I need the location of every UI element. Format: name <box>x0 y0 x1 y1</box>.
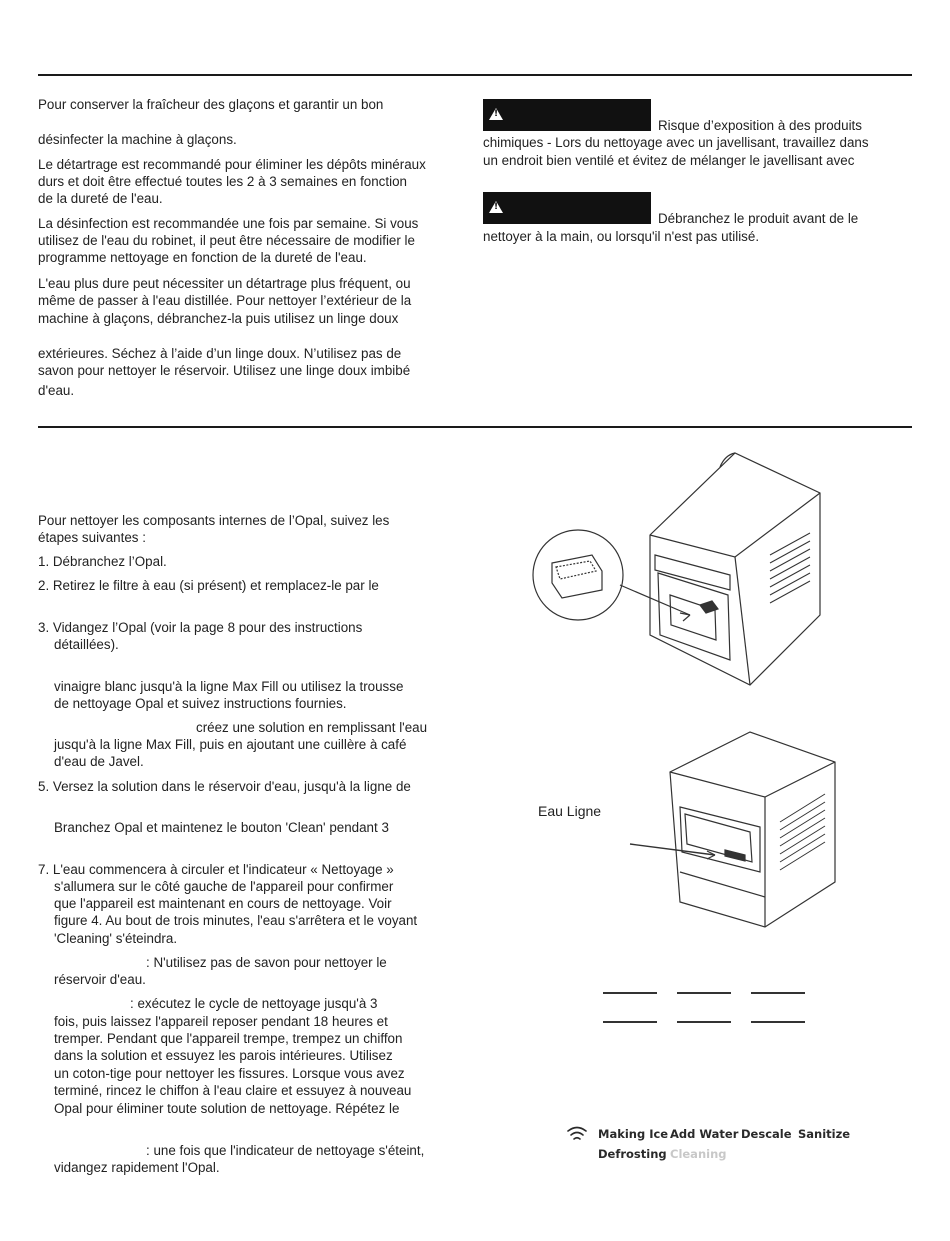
cleaning-step1: 1. Débranchez l’Opal. <box>38 554 167 569</box>
cleaning-step3-line1: 3. Vidangez l’Opal (voir la page 8 pour des instructions <box>38 620 363 635</box>
maintenance-p3-line2: utilisez de l'eau du robinet, il peut être nécessaire de modifier le <box>38 233 415 248</box>
note3-line1: : une fois que l'indicateur de nettoyage s'éteint, <box>146 1143 425 1158</box>
panel-cleaning: Cleaning <box>670 1147 727 1161</box>
cleaning-step6: Branchez Opal et maintenez le bouton 'Clean' pendant 3 <box>54 820 389 835</box>
cleaning-step4-line2: de nettoyage Opal et suivez instructions fournies. <box>54 696 347 711</box>
blank-line <box>677 992 731 994</box>
cleaning-step5: 5. Versez la solution dans le réservoir d'eau, jusqu'à la ligne de <box>38 779 411 794</box>
ice-maker-water-line-illustration <box>600 722 850 932</box>
blank-line <box>751 992 805 994</box>
cleaning-step4-line1: vinaigre blanc jusqu'à la ligne Max Fill ou utilisez la trousse <box>54 679 404 694</box>
warning-label-1 <box>483 99 651 131</box>
maintenance-p3-line1: La désinfection est recommandée une fois par semaine. Si vous <box>38 216 419 231</box>
note2-line1: : exécutez le cycle de nettoyage jusqu'à 3 <box>130 996 378 1011</box>
warning-2-line1: Débranchez le produit avant de le <box>658 211 859 226</box>
warning-2-line2: nettoyer à la main, ou lorsqu'il n'est pas utilisé. <box>483 229 760 244</box>
warning-1-line3: un endroit bien ventilé et évitez de mélanger le javellisant avec <box>483 153 855 168</box>
blank-line <box>751 1021 805 1023</box>
note2-line4: dans la solution et essuyez les parois intérieures. Utilisez <box>54 1048 393 1063</box>
panel-defrosting: Defrosting <box>598 1147 667 1161</box>
ice-maker-filter-illustration <box>530 445 830 695</box>
maintenance-p5-line3: d'eau. <box>38 383 75 398</box>
panel-sanitize: Sanitize <box>798 1127 851 1141</box>
section-rule-middle <box>38 426 912 428</box>
maintenance-p5-line2: savon pour nettoyer le réservoir. Utilisez une linge doux imbibé <box>38 363 411 378</box>
maintenance-p2-line3: de la dureté de l'eau. <box>38 191 163 206</box>
note1-line1: : N'utilisez pas de savon pour nettoyer le <box>146 955 387 970</box>
warning-1-line2: chimiques - Lors du nettoyage avec un javellisant, travaillez dans <box>483 135 869 150</box>
note2-line2: fois, puis laissez l'appareil reposer pendant 18 heures et <box>54 1014 388 1029</box>
maintenance-p4-line3: machine à glaçons, débranchez-la puis utilisez un linge doux <box>38 311 399 326</box>
cleaning-step4b-line3: d'eau de Javel. <box>54 754 144 769</box>
cleaning-step4b-line1: créez une solution en remplissant l'eau <box>196 720 428 735</box>
cleaning-intro-line1: Pour nettoyer les composants internes de l’Opal, suivez les <box>38 513 390 528</box>
cleaning-step2: 2. Retirez le filtre à eau (si présent) et remplacez-le par le <box>38 578 379 593</box>
maintenance-p2-line2: durs et doit être effectué toutes les 2 à 3 semaines en fonction <box>38 174 407 189</box>
maintenance-p1-line2: désinfecter la machine à glaçons. <box>38 132 237 147</box>
warning-1-line1: Risque d’exposition à des produits <box>658 118 862 133</box>
cleaning-step7-line4: figure 4. Au bout de trois minutes, l'eau s'arrêtera et le voyant <box>54 913 418 928</box>
panel-descale: Descale <box>741 1127 792 1141</box>
section-rule-top <box>38 74 912 76</box>
maintenance-p3-line3: programme nettoyage en fonction de la dureté de l'eau. <box>38 250 367 265</box>
note2-line6: terminé, rincez le chiffon à l'eau claire et essuyez à nouveau <box>54 1083 412 1098</box>
warning-icon <box>489 201 503 213</box>
maintenance-p4-line1: L'eau plus dure peut nécessiter un détartrage plus fréquent, ou <box>38 276 411 291</box>
maintenance-p5-line1: extérieures. Séchez à l’aide d’un linge doux. N’utilisez pas de <box>38 346 402 361</box>
blank-line <box>677 1021 731 1023</box>
cleaning-step4b-line2: jusqu'à la ligne Max Fill, puis en ajoutant une cuillère à café <box>54 737 407 752</box>
cleaning-step7-line3: que l'appareil est maintenant en cours de nettoyage. Voir <box>54 896 392 911</box>
blank-line <box>603 1021 657 1023</box>
cleaning-step7-line2: s'allumera sur le côté gauche de l'appareil pour confirmer <box>54 879 394 894</box>
note3-line2: vidangez rapidement l'Opal. <box>54 1160 220 1175</box>
cleaning-intro-line2: étapes suivantes : <box>38 530 146 545</box>
cleaning-step7-line5: 'Cleaning' s'éteindra. <box>54 931 178 946</box>
warning-label-2 <box>483 192 651 224</box>
note2-line5: un coton-tige pour nettoyer les fissures. Lorsque vous avez <box>54 1066 405 1081</box>
note1-line2: réservoir d'eau. <box>54 972 146 987</box>
note2-line3: tremper. Pendant que l'appareil trempe, trempez un chiffon <box>54 1031 403 1046</box>
maintenance-p1-line1: Pour conserver la fraîcheur des glaçons et garantir un bon <box>38 97 384 112</box>
cleaning-step3-line2: détaillées). <box>54 637 119 652</box>
maintenance-p2-line1: Le détartrage est recommandé pour éliminer les dépôts minéraux <box>38 157 426 172</box>
water-line-label: Eau Ligne <box>538 803 602 819</box>
panel-add-water: Add Water <box>670 1127 739 1141</box>
cleaning-step7-line1: 7. L'eau commencera à circuler et l'indicateur « Nettoyage » <box>38 862 394 877</box>
blank-line <box>603 992 657 994</box>
warning-icon <box>489 108 503 120</box>
maintenance-p4-line2: même de passer à l'eau distillée. Pour nettoyer l’extérieur de la <box>38 293 412 308</box>
panel-making-ice: Making Ice <box>598 1127 669 1141</box>
note2-line7: Opal pour éliminer toute solution de nettoyage. Répétez le <box>54 1101 400 1116</box>
wifi-icon <box>566 1126 588 1142</box>
